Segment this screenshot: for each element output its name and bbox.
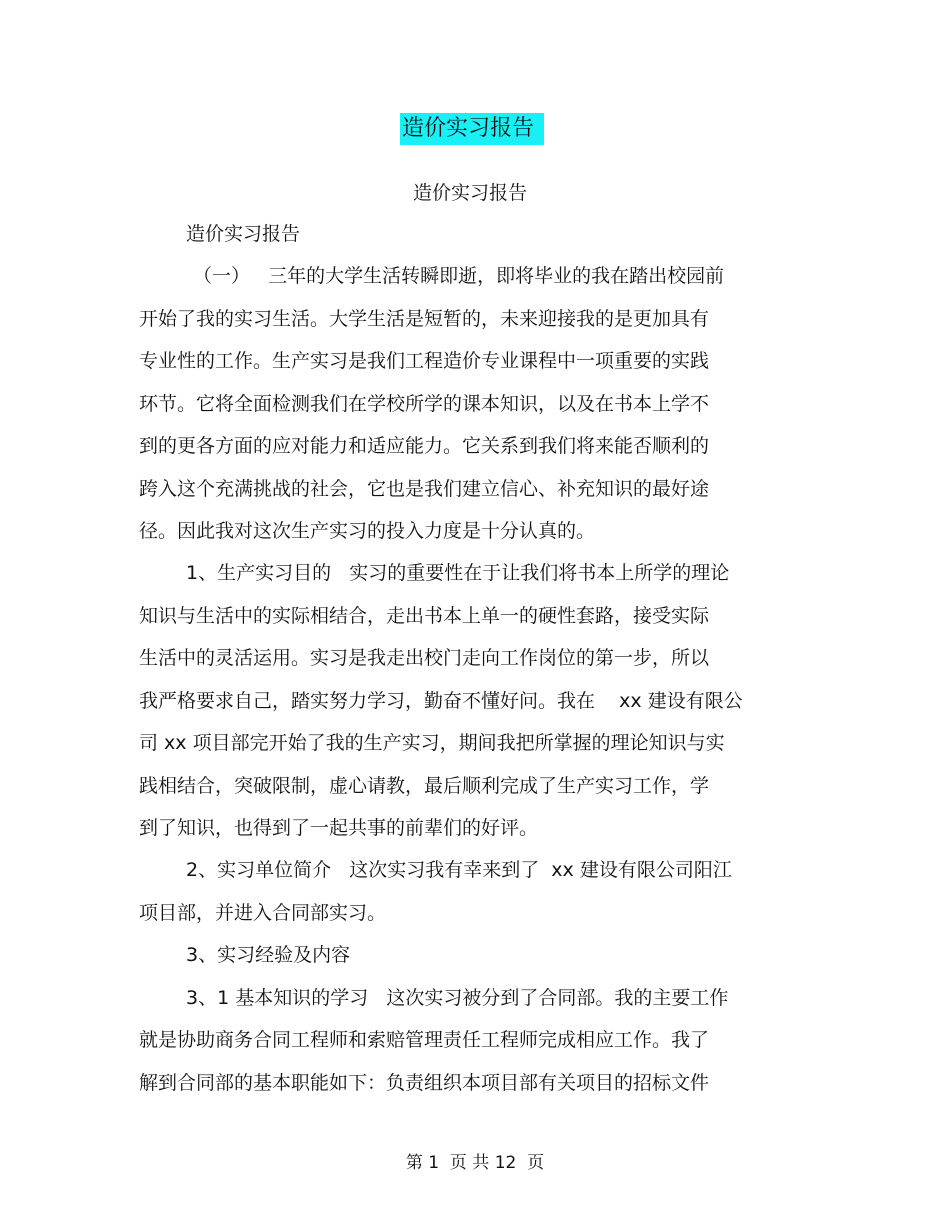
- body-line: 生活中的灵活运用。实习是我走出校门走向工作岗位的第一步，所以: [139, 647, 710, 669]
- body-line: 我严格要求自己，踏实努力学习，勤奋不懂好问。我在 xx 建设有限公: [139, 690, 743, 712]
- body-line: 知识与生活中的实际相结合，走出书本上单一的硬性套路，接受实际: [139, 605, 710, 627]
- body-line: 3、实习经验及内容: [186, 944, 351, 966]
- body-line: 2、实习单位简介 这次实习我有幸来到了 xx 建设有限公司阳江: [186, 859, 732, 881]
- body-line: （一） 三年的大学生活转瞬即逝，即将毕业的我在踏出校园前: [193, 265, 725, 287]
- body-line: 到的更各方面的应对能力和适应能力。它关系到我们将来能否顺利的: [139, 435, 710, 457]
- document-subtitle: 造价实习报告: [412, 182, 527, 204]
- body-line: 到了知识，也得到了一起共事的前辈们的好评。: [139, 817, 539, 839]
- body-line: 项目部，并进入合同部实习。: [139, 902, 387, 924]
- body-line: 径。因此我对这次生产实习的投入力度是十分认真的。: [139, 520, 596, 542]
- page-footer: 第 1 页 共 12 页: [405, 1153, 545, 1173]
- body-line: 跨入这个充满挑战的社会，它也是我们建立信心、补充知识的最好途: [139, 478, 710, 500]
- body-line: 司 xx 项目部完开始了我的生产实习，期间我把所掌握的理论知识与实: [139, 732, 725, 754]
- document-title: 造价实习报告: [400, 113, 544, 145]
- body-line: 专业性的工作。生产实习是我们工程造价专业课程中一项重要的实践: [139, 350, 710, 372]
- body-line: 开始了我的实习生活。大学生活是短暂的，未来迎接我的是更加具有: [139, 308, 710, 330]
- body-line: 造价实习报告: [186, 223, 301, 245]
- body-line: 解到合同部的基本职能如下：负责组织本项目部有关项目的招标文件: [139, 1072, 710, 1094]
- body-line: 环节。它将全面检测我们在学校所学的课本知识，以及在书本上学不: [139, 393, 710, 415]
- body-line: 1、生产实习目的 实习的重要性在于让我们将书本上所学的理论: [186, 562, 730, 584]
- body-line: 践相结合，突破限制，虚心请教，最后顺利完成了生产实习工作，学: [139, 775, 710, 797]
- body-line: 3、1 基本知识的学习 这次实习被分到了合同部。我的主要工作: [186, 987, 729, 1009]
- body-line: 就是协助商务合同工程师和索赔管理责任工程师完成相应工作。我了: [139, 1029, 710, 1051]
